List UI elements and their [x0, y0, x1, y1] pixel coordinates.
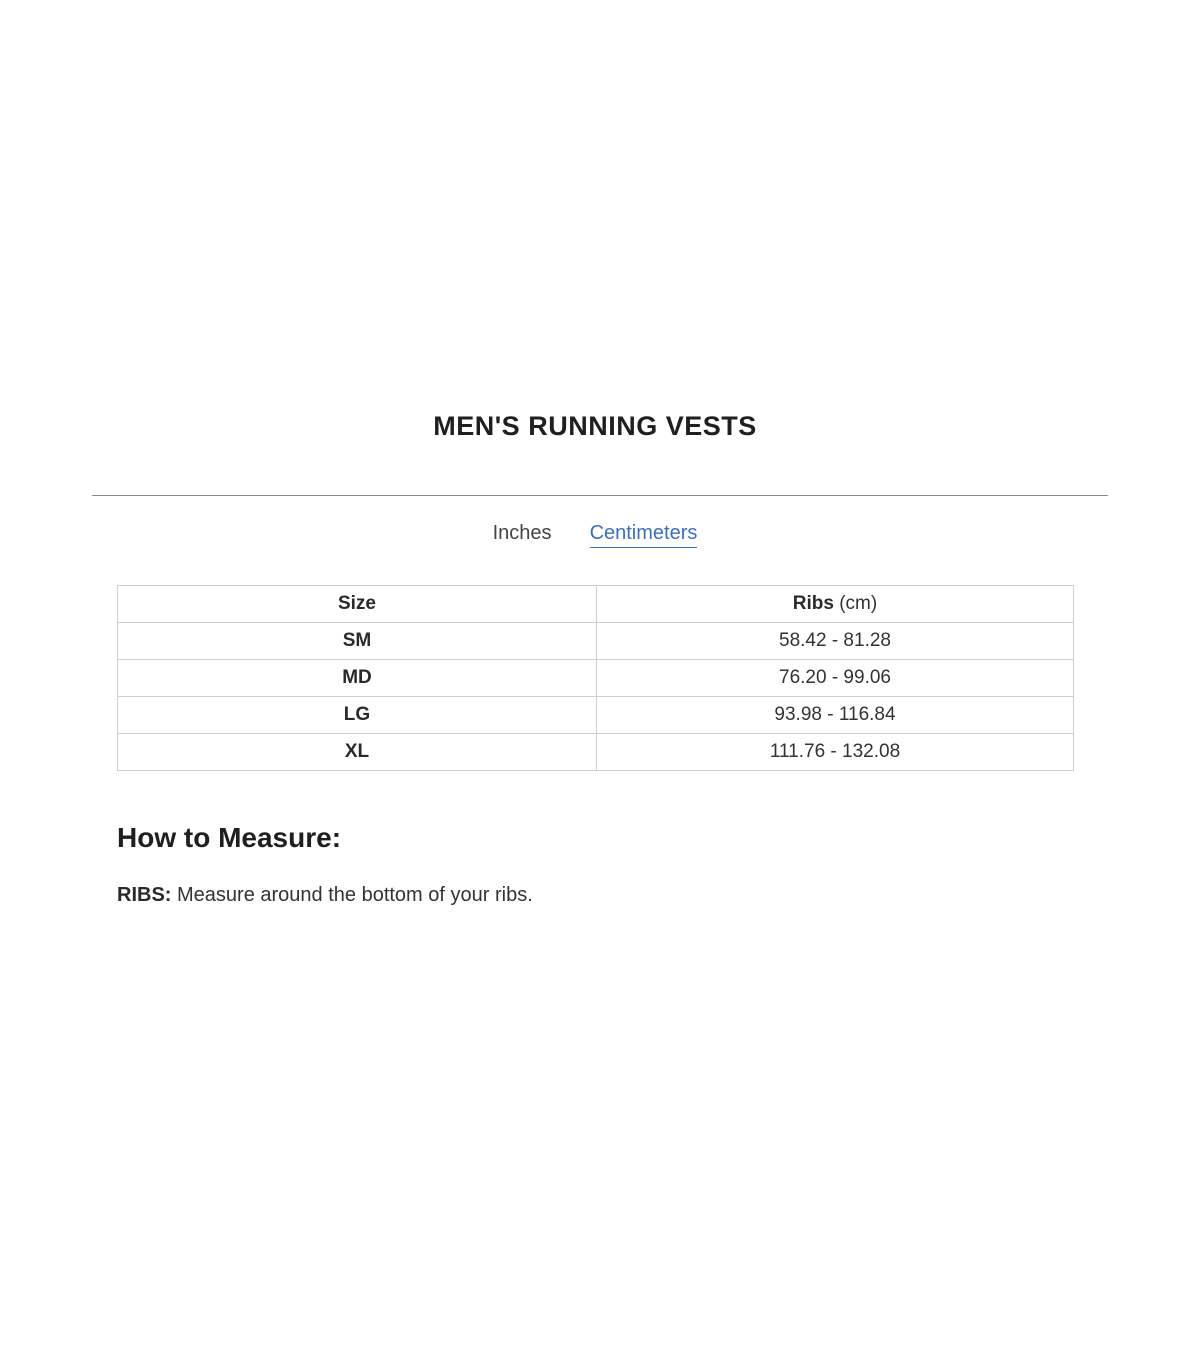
header-ribs	[597, 586, 1074, 623]
size-cell: XL	[118, 734, 597, 771]
measure-text-ribs: Measure around the bottom of your ribs.	[177, 884, 533, 906]
table-row	[118, 697, 1074, 734]
ribs-cell: 58.42 - 81.28	[597, 623, 1074, 660]
table-row	[118, 660, 1074, 697]
header-size	[118, 586, 597, 623]
size-cell: SM	[118, 623, 597, 660]
unit-tabs	[0, 522, 1190, 548]
measure-instruction	[117, 884, 533, 907]
table-row	[118, 623, 1074, 660]
size-cell: LG	[118, 697, 597, 734]
tab-centimeters[interactable]: Centimeters	[590, 522, 698, 548]
header-divider	[92, 495, 1108, 496]
size-chart-table	[117, 585, 1074, 771]
ribs-cell: 93.98 - 116.84	[597, 697, 1074, 734]
measure-label-ribs: RIBS:	[117, 884, 172, 906]
header-size-label: Size	[337, 593, 377, 614]
table-header-row	[118, 586, 1074, 623]
tab-inches[interactable]: Inches	[492, 522, 552, 544]
page-title: MEN'S RUNNING VESTS	[433, 411, 757, 441]
ribs-cell: 111.76 - 132.08	[597, 734, 1074, 771]
how-to-measure-heading: How to Measure:	[117, 822, 342, 853]
size-cell: MD	[118, 660, 597, 697]
header-ribs-unit: (cm)	[839, 593, 878, 614]
header-ribs-label: Ribs	[792, 593, 834, 614]
ribs-cell: 76.20 - 99.06	[597, 660, 1074, 697]
table-row	[118, 734, 1074, 771]
